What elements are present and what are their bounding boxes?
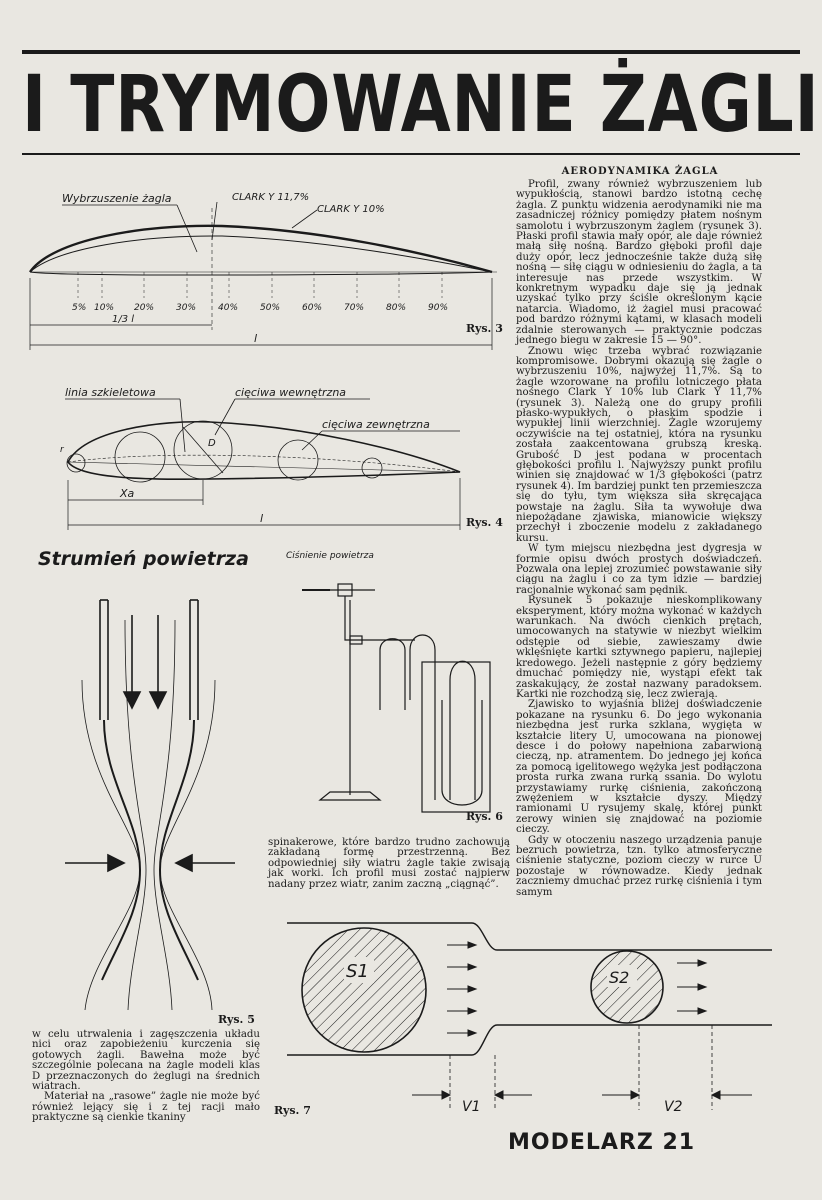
- paragraph: Gdy w otoczeniu naszego urządzenia panuje bezruch powietrza, tzn. tylko atmosferyczne ciśnienie statyczne, poziom cieczy w rurce U pozostaje w równowadze. Kiedy jednak zaczniemy dmuchać przez rurkę ciśnienia i tym samym: [516, 834, 762, 898]
- label-skeleton: linia szkieletowa: [65, 386, 156, 399]
- label-s1: S1: [346, 961, 369, 982]
- tick-label: 70%: [344, 303, 365, 313]
- paragraph: W tym miejscu niezbędna jest dygresja w formie opisu dwóch prostych doświadczeń. Pozwala ona lepiej zrozumieć powstawanie siły ciągu na żaglu i co za tym idzie — bardziej racjonalnie wykonać sam pędnik.: [516, 543, 762, 596]
- tick-label: 20%: [134, 303, 155, 313]
- label-clark-117: CLARK Y 11,7%: [232, 192, 310, 203]
- label-r: r: [60, 445, 64, 455]
- label-d: D: [208, 438, 216, 449]
- top-rule: [22, 50, 800, 54]
- tick-label: 60%: [302, 303, 323, 313]
- label-v2: V2: [664, 1099, 683, 1115]
- tick-label: 50%: [260, 303, 281, 313]
- label-inner-chord: cięciwa wewnętrzna: [235, 386, 347, 399]
- rys5-title: Strumień powietrza: [38, 548, 249, 570]
- caption-rys4: Rys. 4: [466, 516, 503, 529]
- caption-rys6: Rys. 6: [466, 810, 503, 823]
- label-v1: V1: [462, 1099, 481, 1115]
- figure-rys3-airfoil: [22, 180, 512, 360]
- label-bulge: Wybrzuszenie żagla: [62, 192, 172, 205]
- label-s2: S2: [609, 968, 630, 987]
- caption-rys5: Rys. 5: [218, 1013, 255, 1026]
- figure-rys4-profile: [40, 380, 500, 540]
- label-length: l: [260, 512, 264, 525]
- page-title: I TRYMOWANIE ŻAGLI: [22, 60, 820, 150]
- figure-rys5-airstream: [40, 580, 260, 1020]
- tick-label: 30%: [176, 303, 197, 313]
- paragraph: Profil, zwany również wybrzuszeniem lub wypukłością, stanowi bardzo istotną cechę żagla. Z punktu widzenia aerodynamiki nie ma zasadniczej różnicy pomiędzy płatem nośnym samolotu i wybrzuszonym żaglem (rysunek 3). Płaski profil stawia mały opór, ale daje również małą siłę nośną. Bardzo głęboki profil daje duży opór, lecz jednocześnie także dużą siłę nośną — siłę ciągu w odniesieniu do żagla, a ta interesuje nas przede wszystkim. W konkretnym wypadku daje się ją jednak uzyskać tylko przy ściśle określonym kącie natarcia. Wiadomo, iż żagiel musi pracować pod bardzo różnymi kątami, w klasach modeli zdalnie sterowanych — praktycznie podczas jednego biegu w zakresie 15 — 90°.: [516, 179, 762, 347]
- article-column-right: [516, 180, 762, 898]
- title-rule: [22, 153, 800, 155]
- label-clark-10: CLARK Y 10%: [317, 204, 385, 215]
- figure-rys7-flow: [282, 905, 782, 1120]
- tick-label: 5%: [72, 303, 87, 313]
- tick-label: 10%: [94, 303, 115, 313]
- tick-label: 80%: [386, 303, 407, 313]
- tick-label: 90%: [428, 303, 449, 313]
- caption-rys3: Rys. 3: [466, 322, 503, 335]
- article-column-middle: [268, 838, 510, 890]
- rys6-title: Ciśnienie powietrza: [286, 551, 374, 561]
- paragraph: Materiał na „rasowe” żagle nie może być również lejący się i z tej racji mało praktyczne są cienkie tkaniny: [32, 1091, 260, 1124]
- footer-magazine: MODELARZ 21: [508, 1130, 696, 1155]
- article-column-left: [32, 1030, 260, 1124]
- label-length: l: [254, 332, 258, 345]
- paragraph: w celu utrwalenia i zagęszczenia układu nici oraz zapobieżeniu kurczenia się gotowych żagli. Bawełna może być szczególnie polecana na żagle modeli klas D przeznaczonych do żeglugi na średnich wiatrach.: [32, 1029, 260, 1093]
- paragraph: Zjawisko to wyjaśnia bliżej doświadczenie pokazane na rysunku 6. Do jego wykonania niezbędna jest rurka szklana, wygięta w kształcie litery U, umocowana na pionowej desce i do połowy napełniona zabarwioną cieczą, np. atramentem. Do jednego jej końca za pomocą igelitowego wężyka jest podłączona prosta rurka zwana rurką ssania. Do wylotu przystawiamy rurkę ciśnienia, zakończoną zwężeniem w kształcie dyszy. Między ramionami U rysujemy skalę, której punkt zerowy winien się znajdować na poziomie cieczy.: [516, 699, 762, 836]
- tick-label: 40%: [218, 303, 239, 313]
- label-third: 1/3 l: [112, 314, 135, 325]
- paragraph: Rysunek 5 pokazuje nieskomplikowany eksperyment, który można wykonać w każdych warunkach. Na dwóch cienkich prętach, umocowanych na statywie w niezbyt wielkim odstępie od siebie, zawieszamy dwie wklęśnięte kartki sztywnego papieru, najlepiej kredowego. Jeżeli następnie z góry będziemy dmuchać pomiędzy nie, wystąpi efekt tak zaskakujący, że został nazwany paradoksem. Kartki nie rozchodzą się, lecz zwierają.: [516, 595, 762, 700]
- section-title: AERODYNAMIKA ŻAGLA: [561, 166, 719, 177]
- label-outer-chord: cięciwa zewnętrzna: [322, 418, 430, 431]
- paragraph: spinakerowe, które bardzo trudno zachowują zakładaną formę przestrzenną. Bez odpowiedniej siły wiatru żagle takie zwisają jak worki. Ich profil musi zostać najpierw nadany przez wiatr, zanim zaczną „ciągnąć”.: [268, 837, 510, 890]
- label-xa: Xa: [120, 487, 135, 500]
- paragraph: Znowu więc trzeba wybrać rozwiązanie kompromisowe. Dobrymi okazują się żagle o wybrzuszeniu 10%, najwyżej 11,7%. Są to żagle wzorowane na profilu lotniczego płata nośnego Clark Y 10% lub Clark Y 11,7% (rysunek 3). Należą one do grupy profili płasko-wypukłych, o płaskim spodzie i wypukłej linii wierzchniej. Żagle wzorujemy oczywiście na tej ostatniej, która na rysunku została zaakcentowana grubszą kreską. Grubość D jest podana w procentach głębokości profilu l. Najwyższy punkt profilu winien się znajdować w 1/3 głębokości (patrz rysunek 4). Im bardziej punkt ten przemieszcza się do tyłu, tym większa siła skręcająca powstaje na żaglu. Siła ta wywołuje dwa niepożądane zjawiska, mianowicie większy przechył i zboczenie modelu z zakładanego kursu.: [516, 345, 762, 544]
- caption-rys7: Rys. 7: [274, 1104, 311, 1117]
- figure-rys6-pressure: [290, 560, 510, 830]
